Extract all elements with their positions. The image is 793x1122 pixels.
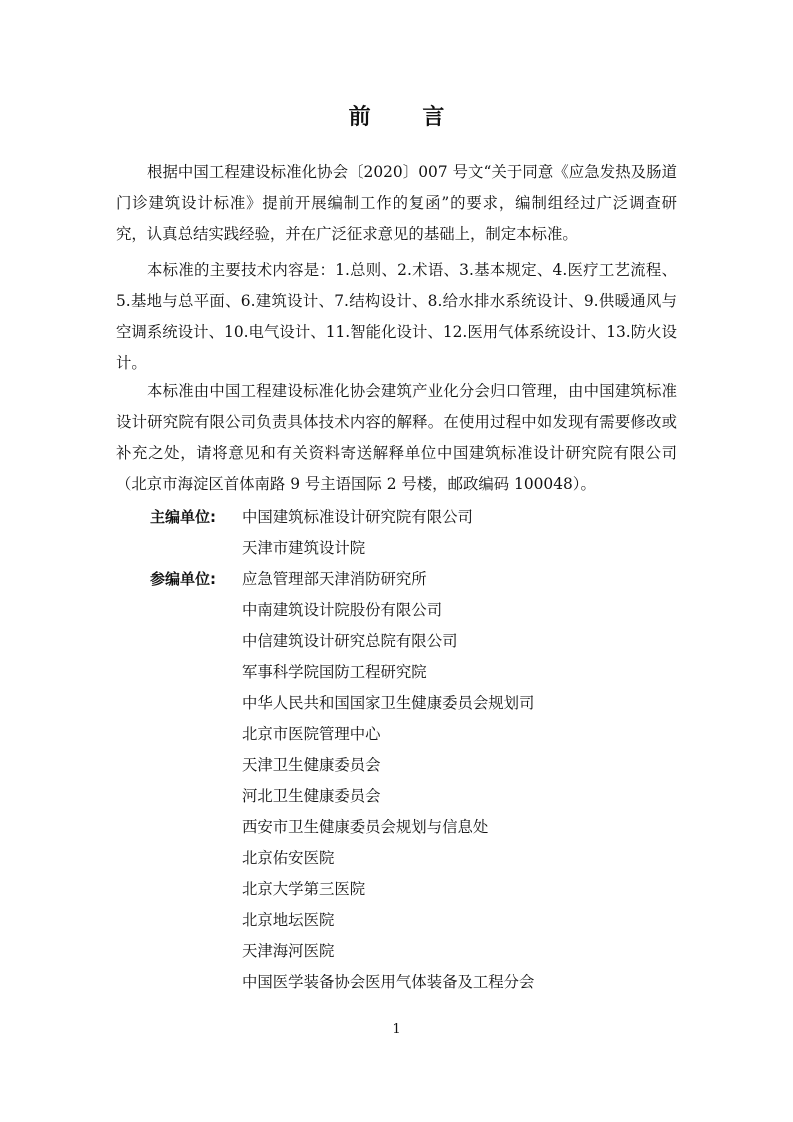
participating-editor-label: 参编单位: [150, 570, 216, 588]
participating-editor-row [150, 781, 670, 812]
participating-editor-name: 河北卫生健康委员会 [242, 787, 381, 805]
participating-editor-name: 天津海河医院 [242, 942, 335, 960]
participating-editor-row [150, 719, 670, 750]
participating-editor-name: 中华人民共和国国家卫生健康委员会规划司 [242, 694, 535, 712]
participating-editor-row [150, 812, 670, 843]
chief-editor-name: 中国建筑标准设计研究院有限公司 [242, 508, 473, 526]
participating-editor-name: 中南建筑设计院股份有限公司 [242, 601, 443, 619]
participating-editor-row [150, 657, 670, 688]
participating-editor-name: 军事科学院国防工程研究院 [242, 663, 427, 681]
paragraph-contents: 本标准的主要技术内容是：1.总则、2.术语、3.基本规定、4.医疗工艺流程、5.基地与总平面、6.建筑设计、7.结构设计、8.给水排水系统设计、9.供暖通风与空调系统设计、10.电气设计、11.智能化设计、12.医用气体系统设计、13.防火设计。 [116, 261, 677, 372]
participating-editor-row [150, 905, 670, 936]
participating-editor-name: 北京大学第三医院 [242, 880, 366, 898]
participating-editor-row [150, 967, 670, 998]
participating-editor-name: 应急管理部天津消防研究所 [242, 570, 427, 588]
paragraph-management: 本标准由中国工程建设标准化协会建筑产业化分会归口管理，由中国建筑标准设计研究院有限公司负责具体技术内容的解释。在使用过程中如发现有需要修改或补充之处，请将意见和有关资料寄送解释单位中国建筑标准设计研究院有限公司（北京市海淀区首体南路 9 号主语国际 2 号楼，邮政编码 100048）。 [116, 382, 677, 493]
chief-editor-row [150, 502, 670, 533]
participating-editor-name: 天津卫生健康委员会 [242, 756, 381, 774]
participating-editor-row [150, 595, 670, 626]
participating-editor-row [150, 750, 670, 781]
participating-editor-row [150, 874, 670, 905]
participating-editor-name: 北京地坛医院 [242, 911, 335, 929]
participating-editor-row [150, 626, 670, 657]
page-title: 前 言 [348, 105, 467, 130]
participating-editor-name: 北京市医院管理中心 [242, 725, 381, 743]
participating-editor-row [150, 936, 670, 967]
participating-editor-row [150, 843, 670, 874]
participating-editor-name: 中信建筑设计研究总院有限公司 [242, 632, 458, 650]
page-number: 1 [392, 1022, 401, 1037]
participating-editor-name: 西安市卫生健康委员会规划与信息处 [242, 818, 489, 836]
participating-editor-row [150, 564, 670, 595]
chief-editor-row [150, 533, 670, 564]
paragraph-basis: 根据中国工程建设标准化协会〔2020〕007 号文“关于同意《应急发热及肠道门诊建筑设计标准》提前开展编制工作的复函”的要求，编制组经过广泛调查研究，认真总结实践经验，并在广泛征求意见的基础上，制定本标准。 [116, 163, 677, 243]
chief-editor-label: 主编单位: [150, 508, 216, 526]
editing-units [150, 502, 670, 998]
participating-editor-row [150, 688, 670, 719]
participating-editor-name: 北京佑安医院 [242, 849, 335, 867]
chief-editor-name: 天津市建筑设计院 [242, 539, 366, 557]
participating-editor-name: 中国医学装备协会医用气体装备及工程分会 [242, 973, 535, 991]
